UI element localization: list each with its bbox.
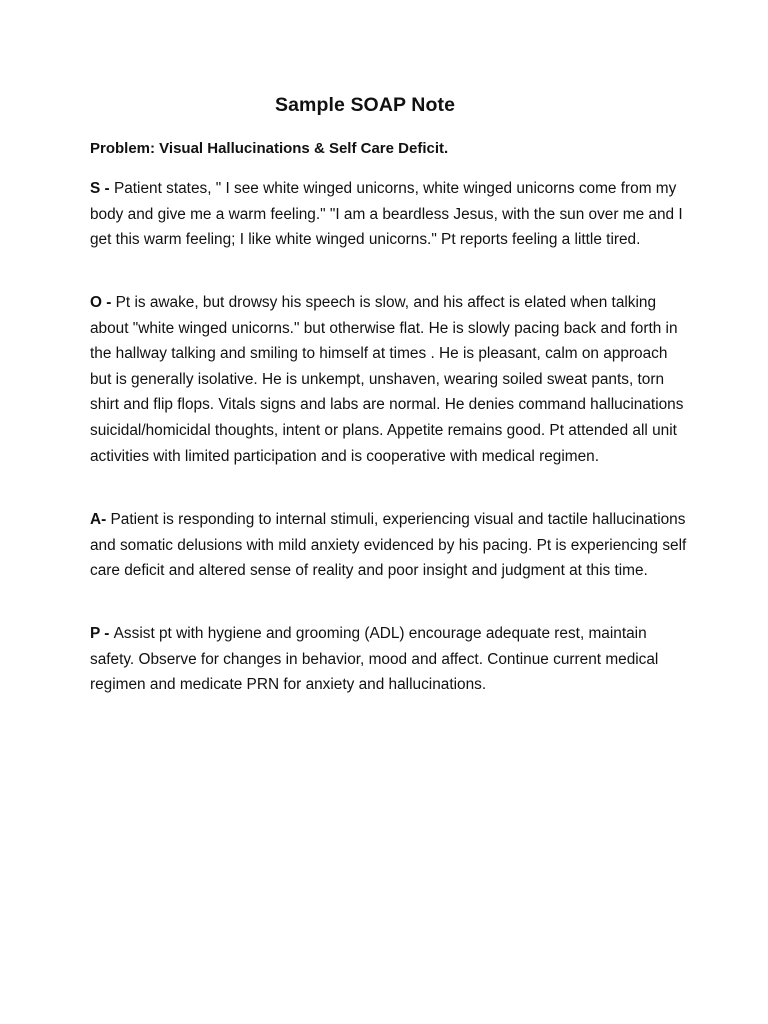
subjective-section <box>90 176 690 253</box>
assessment-section <box>90 507 690 584</box>
assessment-text: Patient is responding to internal stimuli, experiencing visual and tactile hallucinations and somatic delusions with mild anxiety evidenced by his pacing. Pt is experiencing self care deficit and altered sense of reality and poor insight and judgment at this time. <box>90 511 687 580</box>
plan-text: Assist pt with hygiene and grooming (ADL) encourage adequate rest, maintain safety. Observe for changes in behavior, mood and affect. Continue current medical regimen and medicate PRN for anxiety and hallucinations. <box>90 625 659 694</box>
objective-text: Pt is awake, but drowsy his speech is slow, and his affect is elated when talking about "white winged unicorns." but otherwise flat. He is slowly pacing back and forth in the hallway talking and smiling to himself at times . He is pleasant, calm on approach but is generally isolative. He is unkempt, unshaven, wearing soiled sweat pants, torn shirt and flip flops. Vitals signs and labs are normal. He denies command hallucinations suicidal/homicidal thoughts, intent or plans. Appetite remains good. Pt attended all unit activities with limited participation and is cooperative with medical regimen. <box>90 294 684 465</box>
page-title: Sample SOAP Note <box>274 94 456 116</box>
subjective-label: S - <box>90 180 114 197</box>
objective-section <box>90 290 690 469</box>
problem-statement: Problem: Visual Hallucinations & Self Care Deficit. <box>90 140 449 157</box>
objective-label: O - <box>90 294 116 311</box>
subjective-text: Patient states, " I see white winged unicorns, white winged unicorns come from my body and give me a warm feeling." "I am a beardless Jesus, with the sun over me and I get this warm feeling; I like white winged unicorns." Pt reports feeling a little tired. <box>90 180 683 249</box>
plan-section <box>90 621 690 698</box>
plan-label: P - <box>90 625 114 642</box>
assessment-label: A- <box>90 511 111 528</box>
